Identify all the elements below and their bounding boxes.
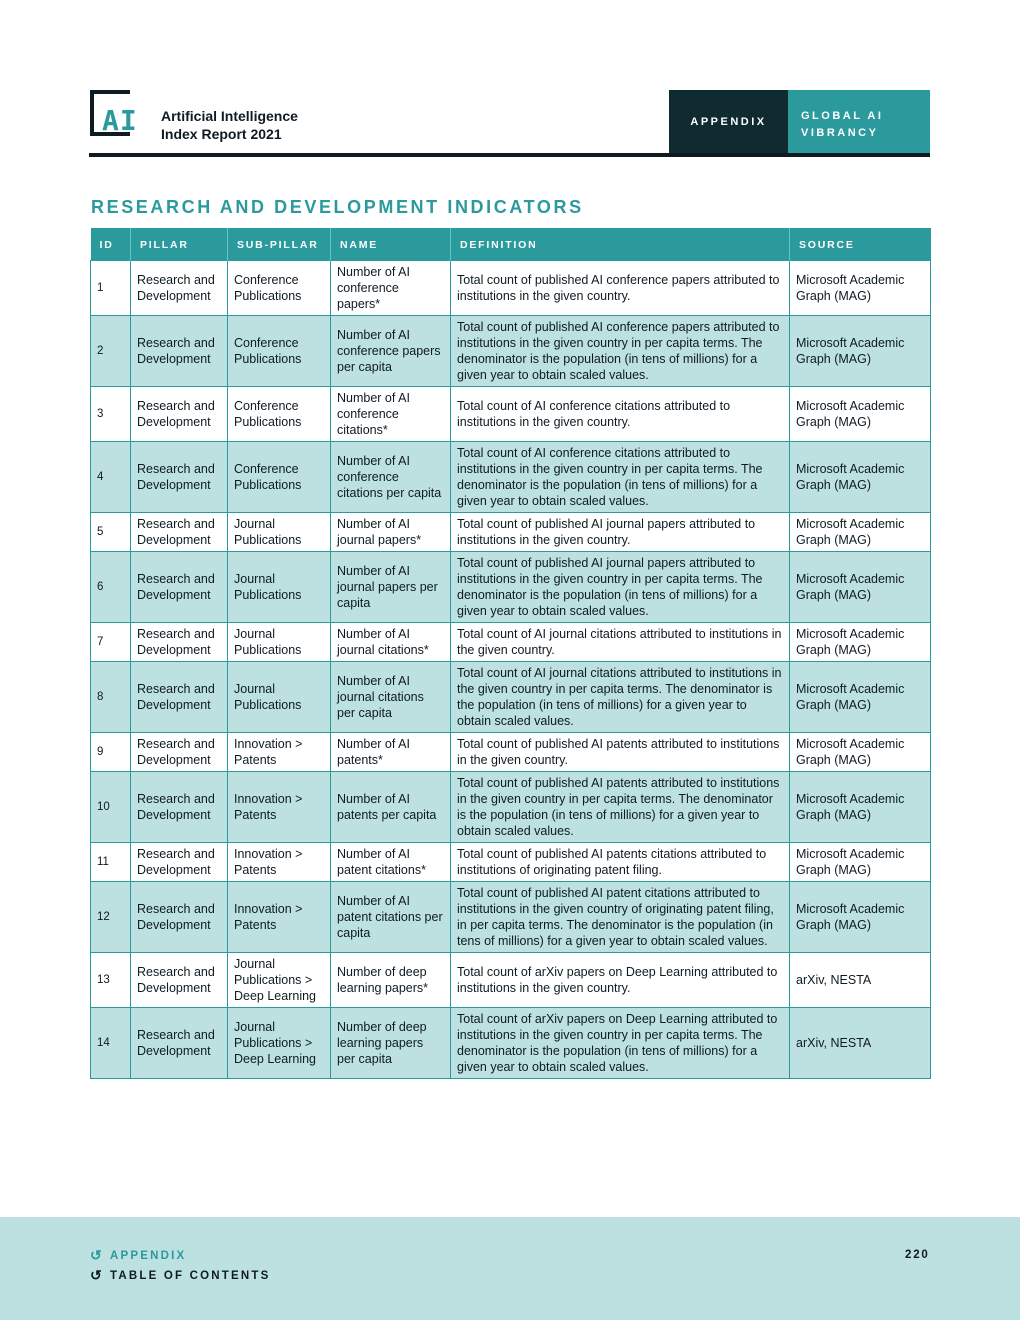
nav-appendix-tab[interactable] (669, 90, 788, 154)
cell-source: arXiv, NESTA (790, 952, 931, 1007)
cell-source: Microsoft Academic Graph (MAG) (790, 315, 931, 386)
cell-definition: Total count of published AI patent citations attributed to institutions in the given country of originating patent filing, in per capita terms. The denominator is the population (in tens of millions) for a given year to obtain scaled values. (451, 881, 790, 952)
return-arrow-icon: ↺ (90, 1247, 102, 1263)
cell-name: Number of AI journal papers per capita (331, 551, 451, 622)
cell-pillar: Research and Development (131, 551, 228, 622)
logo-text: AI (102, 104, 138, 137)
cell-id: 12 (91, 881, 131, 952)
table-row (91, 551, 931, 622)
cell-id: 8 (91, 661, 131, 732)
header-divider (89, 153, 930, 157)
cell-pillar: Research and Development (131, 315, 228, 386)
cell-source: Microsoft Academic Graph (MAG) (790, 881, 931, 952)
cell-sub-pillar: Innovation > Patents (228, 732, 331, 771)
cell-definition: Total count of AI conference citations attributed to institutions in the given country in per capita terms. The denominator is the population (in tens of millions) for a given year to obtain scaled values. (451, 441, 790, 512)
cell-name: Number of AI patents per capita (331, 771, 451, 842)
column-header-source: SOURCE (790, 228, 931, 260)
cell-pillar: Research and Development (131, 512, 228, 551)
cell-id: 6 (91, 551, 131, 622)
cell-name: Number of AI conference citations* (331, 386, 451, 441)
cell-pillar: Research and Development (131, 881, 228, 952)
cell-definition: Total count of published AI journal papers attributed to institutions in the given country. (451, 512, 790, 551)
nav-vibrancy-line2: VIBRANCY (801, 127, 879, 139)
report-title (161, 107, 298, 143)
cell-name: Number of AI journal citations* (331, 622, 451, 661)
cell-pillar: Research and Development (131, 441, 228, 512)
table-row (91, 771, 931, 842)
cell-definition: Total count of published AI patents attributed to institutions in the given country in per capita terms. The denominator is the population (in tens of millions) for a given year to obtain scaled values. (451, 771, 790, 842)
page-header (90, 90, 930, 154)
cell-definition: Total count of published AI conference papers attributed to institutions in the given country. (451, 260, 790, 315)
cell-source: Microsoft Academic Graph (MAG) (790, 771, 931, 842)
cell-source: Microsoft Academic Graph (MAG) (790, 386, 931, 441)
cell-sub-pillar: Conference Publications (228, 260, 331, 315)
cell-source: Microsoft Academic Graph (MAG) (790, 842, 931, 881)
table-row (91, 661, 931, 732)
cell-pillar: Research and Development (131, 732, 228, 771)
cell-id: 3 (91, 386, 131, 441)
cell-source: Microsoft Academic Graph (MAG) (790, 732, 931, 771)
column-header-id: ID (91, 228, 131, 260)
cell-source: arXiv, NESTA (790, 1007, 931, 1078)
cell-name: Number of AI journal papers* (331, 512, 451, 551)
table-row (91, 512, 931, 551)
cell-name: Number of AI conference citations per capita (331, 441, 451, 512)
cell-sub-pillar: Journal Publications > Deep Learning (228, 1007, 331, 1078)
cell-name: Number of AI patent citations* (331, 842, 451, 881)
cell-pillar: Research and Development (131, 661, 228, 732)
cell-sub-pillar: Conference Publications (228, 315, 331, 386)
cell-pillar: Research and Development (131, 622, 228, 661)
footer-appendix-link[interactable] (90, 1247, 186, 1264)
ai-index-logo (90, 90, 146, 140)
cell-id: 14 (91, 1007, 131, 1078)
table-row (91, 1007, 931, 1078)
return-arrow-icon: ↺ (90, 1267, 102, 1283)
cell-id: 7 (91, 622, 131, 661)
cell-sub-pillar: Journal Publications > Deep Learning (228, 952, 331, 1007)
table-body (91, 260, 931, 1078)
cell-definition: Total count of AI conference citations attributed to institutions in the given country. (451, 386, 790, 441)
column-header-pillar: PILLAR (131, 228, 228, 260)
column-header-name: NAME (331, 228, 451, 260)
cell-sub-pillar: Journal Publications (228, 551, 331, 622)
cell-source: Microsoft Academic Graph (MAG) (790, 441, 931, 512)
cell-pillar: Research and Development (131, 952, 228, 1007)
cell-definition: Total count of published AI conference papers attributed to institutions in the given country in per capita terms. The denominator is the population (in tens of millions) for a given year to obtain scaled values. (451, 315, 790, 386)
cell-definition: Total count of arXiv papers on Deep Learning attributed to institutions in the given country in per capita terms. The denominator is the population (in tens of millions) for a given year to obtain scaled values. (451, 1007, 790, 1078)
table-row (91, 842, 931, 881)
table-row (91, 881, 931, 952)
section-title: RESEARCH AND DEVELOPMENT INDICATORS (91, 197, 584, 217)
table-row (91, 732, 931, 771)
column-header-sub-pillar: SUB-PILLAR (228, 228, 331, 260)
cell-name: Number of AI conference papers per capita (331, 315, 451, 386)
cell-source: Microsoft Academic Graph (MAG) (790, 661, 931, 732)
cell-name: Number of AI patents* (331, 732, 451, 771)
table-row (91, 260, 931, 315)
table-row (91, 622, 931, 661)
footer-appendix-label: APPENDIX (110, 1249, 187, 1262)
cell-name: Number of AI patent citations per capita (331, 881, 451, 952)
report-title-line1: Artificial Intelligence (161, 108, 298, 124)
cell-definition: Total count of published AI journal papers attributed to institutions in the given country in per capita terms. The denominator is the population (in tens of millions) for a given year to obtain scaled values. (451, 551, 790, 622)
cell-definition: Total count of arXiv papers on Deep Learning attributed to institutions in the given country. (451, 952, 790, 1007)
cell-source: Microsoft Academic Graph (MAG) (790, 512, 931, 551)
cell-id: 9 (91, 732, 131, 771)
cell-name: Number of deep learning papers per capita (331, 1007, 451, 1078)
nav-appendix-label: APPENDIX (690, 116, 767, 128)
cell-id: 4 (91, 441, 131, 512)
page-number: 220 (905, 1249, 930, 1261)
cell-sub-pillar: Conference Publications (228, 441, 331, 512)
cell-definition: Total count of AI journal citations attributed to institutions in the given country. (451, 622, 790, 661)
cell-source: Microsoft Academic Graph (MAG) (790, 260, 931, 315)
cell-id: 5 (91, 512, 131, 551)
cell-pillar: Research and Development (131, 842, 228, 881)
cell-sub-pillar: Conference Publications (228, 386, 331, 441)
table-header-row (91, 228, 931, 260)
cell-pillar: Research and Development (131, 1007, 228, 1078)
cell-pillar: Research and Development (131, 386, 228, 441)
cell-id: 2 (91, 315, 131, 386)
column-header-definition: DEFINITION (451, 228, 790, 260)
table-row (91, 441, 931, 512)
cell-sub-pillar: Journal Publications (228, 622, 331, 661)
cell-definition: Total count of AI journal citations attributed to institutions in the given country in per capita terms. The denominator is the population (in tens of millions) for a given year to obtain scaled values. (451, 661, 790, 732)
cell-sub-pillar: Innovation > Patents (228, 881, 331, 952)
cell-name: Number of deep learning papers* (331, 952, 451, 1007)
cell-id: 1 (91, 260, 131, 315)
table-row (91, 952, 931, 1007)
cell-name: Number of AI conference papers* (331, 260, 451, 315)
report-title-line2: Index Report 2021 (161, 126, 282, 142)
footer-toc-link[interactable] (90, 1267, 271, 1284)
nav-vibrancy-line1: GLOBAL AI (801, 110, 884, 122)
cell-sub-pillar: Journal Publications (228, 661, 331, 732)
cell-sub-pillar: Innovation > Patents (228, 842, 331, 881)
indicator-table (90, 228, 931, 1079)
cell-id: 11 (91, 842, 131, 881)
table-row (91, 315, 931, 386)
cell-source: Microsoft Academic Graph (MAG) (790, 622, 931, 661)
table-row (91, 386, 931, 441)
footer-toc-label: TABLE OF CONTENTS (110, 1269, 271, 1282)
cell-definition: Total count of published AI patents attributed to institutions in the given country. (451, 732, 790, 771)
cell-source: Microsoft Academic Graph (MAG) (790, 551, 931, 622)
cell-sub-pillar: Journal Publications (228, 512, 331, 551)
cell-definition: Total count of published AI patents citations attributed to institutions of originating patent filing. (451, 842, 790, 881)
cell-id: 13 (91, 952, 131, 1007)
cell-sub-pillar: Innovation > Patents (228, 771, 331, 842)
cell-pillar: Research and Development (131, 260, 228, 315)
nav-global-ai-vibrancy-tab[interactable] (788, 90, 930, 154)
cell-id: 10 (91, 771, 131, 842)
cell-pillar: Research and Development (131, 771, 228, 842)
cell-name: Number of AI journal citations per capita (331, 661, 451, 732)
